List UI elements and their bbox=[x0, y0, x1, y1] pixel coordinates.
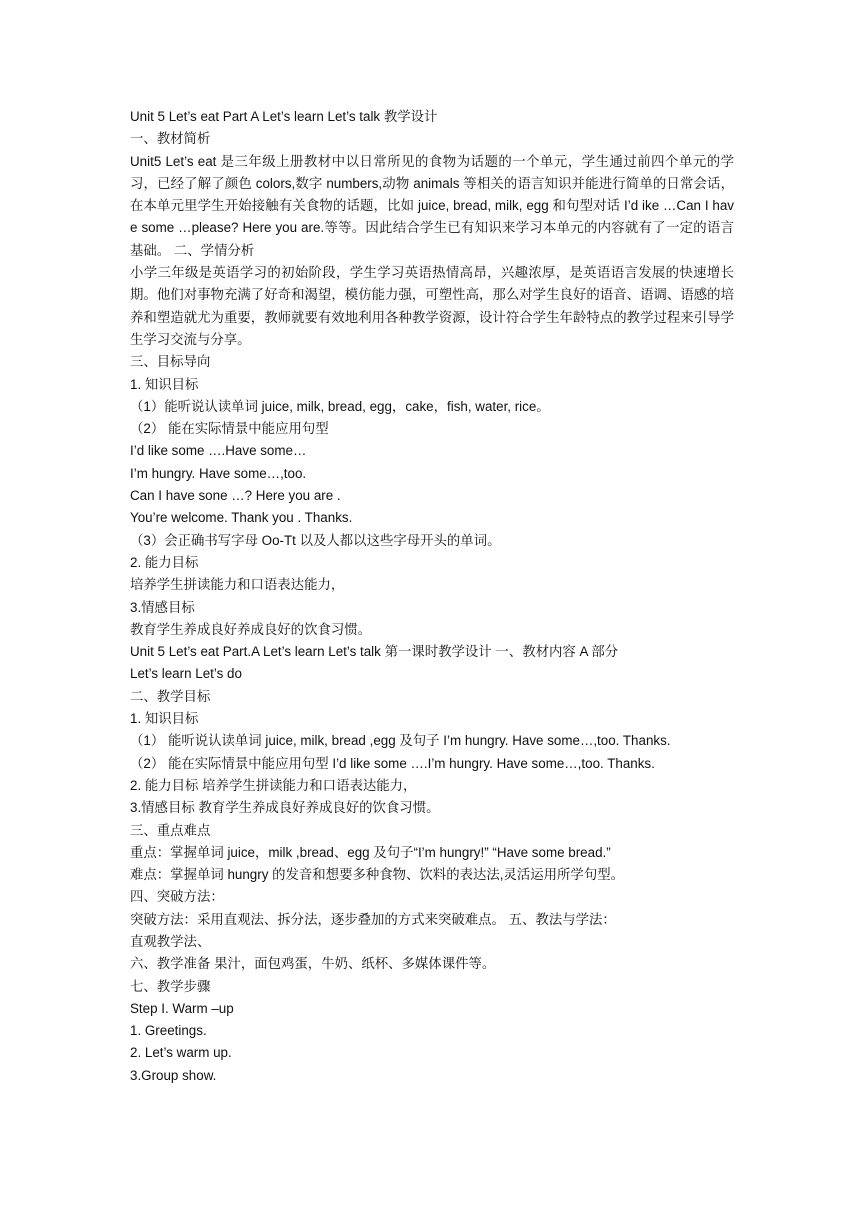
section-heading-goals: 三、目标导向 bbox=[130, 354, 211, 370]
step-one-item-3: 3.Group show. bbox=[130, 1067, 217, 1083]
document-body bbox=[130, 106, 734, 1087]
sentence-pattern-1: I’d like some ….Have some… bbox=[130, 443, 307, 459]
section-heading-steps: 七、教学步骤 bbox=[130, 978, 211, 994]
goal-knowledge-heading: 1. 知识目标 bbox=[130, 376, 199, 392]
section-heading-materials: 一、教材简析 bbox=[130, 131, 211, 147]
goal-ability-text: 培养学生拼读能力和口语表达能力， bbox=[130, 577, 345, 593]
key-point-text: 重点：掌握单词 juice，milk ,bread、egg 及句子“I’m hungry!” “Have some bread.” bbox=[130, 844, 611, 860]
section-heading-key-points: 三、重点难点 bbox=[130, 822, 211, 838]
teaching-goal-knowledge-heading: 1. 知识目标 bbox=[130, 711, 199, 727]
teaching-goal-knowledge-item-1: （1） 能听说认读单词 juice, milk, bread ,egg 及句子 I’m hungry. Have some…,too. Thanks. bbox=[130, 733, 671, 749]
goal-emotion-text: 教育学生养成良好养成良好的饮食习惯。 bbox=[130, 621, 372, 637]
step-one-item-2: 2. Let’s warm up. bbox=[130, 1045, 232, 1061]
goal-knowledge-item-3: （3）会正确书写字母 Oo-Tt 以及人都以这些字母开头的单词。 bbox=[130, 532, 501, 548]
section-heading-teaching-goals: 二、教学目标 bbox=[130, 688, 211, 704]
paragraph-learner-analysis: 小学三年级是英语学习的初始阶段，学生学习英语热情高昂，兴趣浓厚，是英语语言发展的快速增长期。他们对事物充满了好奇和渴望，模仿能力强，可塑性高，那么对学生良好的语音、语调、语感的培养和塑造就尤为重要，教师就要有效地利用各种教学资源，设计符合学生年龄特点的教学过程来引导学生学习交流与分享。 bbox=[130, 265, 734, 347]
teaching-goal-knowledge-item-2: （2） 能在实际情景中能应用句型 I’d like some ….I’m hungry. Have some…,too. Thanks. bbox=[130, 755, 655, 771]
breakthrough-text: 突破方法：采用直观法、拆分法，逐步叠加的方式来突破难点。 五、教法与学法： bbox=[130, 911, 616, 927]
goal-knowledge-item-1: （1）能听说认读单词 juice, milk, bread, egg，cake，fish, water, rice。 bbox=[130, 398, 550, 414]
difficulty-text: 难点：掌握单词 hungry 的发音和想要多种食物、饮料的表达法,灵活运用所学句型。 bbox=[130, 867, 624, 883]
method-text: 直观教学法、 bbox=[130, 933, 211, 949]
sentence-pattern-4: You’re welcome. Thank you . Thanks. bbox=[130, 510, 353, 526]
section-heading-preparation: 六、教学准备 果汁，面包鸡蛋，牛奶、纸杯、多媒体课件等。 bbox=[130, 956, 496, 972]
sentence-pattern-3: Can I have sone …? Here you are . bbox=[130, 488, 341, 504]
sentence-pattern-2: I’m hungry. Have some…,too. bbox=[130, 465, 307, 481]
step-one-item-1: 1. Greetings. bbox=[130, 1023, 207, 1039]
paragraph-materials: Unit5 Let’s eat 是三年级上册教材中以日常所见的食物为话题的一个单元，学生通过前四个单元的学习，已经了解了颜色 colors,数字 numbers,动物 animals 等相关的语言知识并能进行简单的日常会话，在本单元里学生开始接触有关食物的话题，比如 juice, bread, milk, egg 和句型对话 I’d ike …Can I have some …please? Here you are.等等。因此结合学生已有知识来学习本单元的内容就有了一定的语言基础。 二、学情分析 bbox=[130, 153, 734, 258]
teaching-goal-emotion: 3.情感目标 教育学生养成良好养成良好的饮食习惯。 bbox=[130, 800, 440, 816]
document-title: Unit 5 Let’s eat Part A Let’s learn Let’s talk 教学设计 bbox=[130, 109, 438, 124]
lesson-one-title: Unit 5 Let’s eat Part.A Let’s learn Let’s talk 第一课时教学设计 一、教材内容 A 部分 bbox=[130, 644, 619, 660]
step-one-heading: Step I. Warm –up bbox=[130, 1000, 234, 1016]
goal-ability-heading: 2. 能力目标 bbox=[130, 554, 199, 570]
lesson-one-title-cont: Let’s learn Let’s do bbox=[130, 666, 242, 682]
section-heading-breakthrough: 四、突破方法： bbox=[130, 889, 224, 905]
teaching-goal-ability: 2. 能力目标 培养学生拼读能力和口语表达能力， bbox=[130, 777, 417, 793]
goal-emotion-heading: 3.情感目标 bbox=[130, 599, 195, 615]
goal-knowledge-item-2: （2） 能在实际情景中能应用句型 bbox=[130, 421, 329, 437]
